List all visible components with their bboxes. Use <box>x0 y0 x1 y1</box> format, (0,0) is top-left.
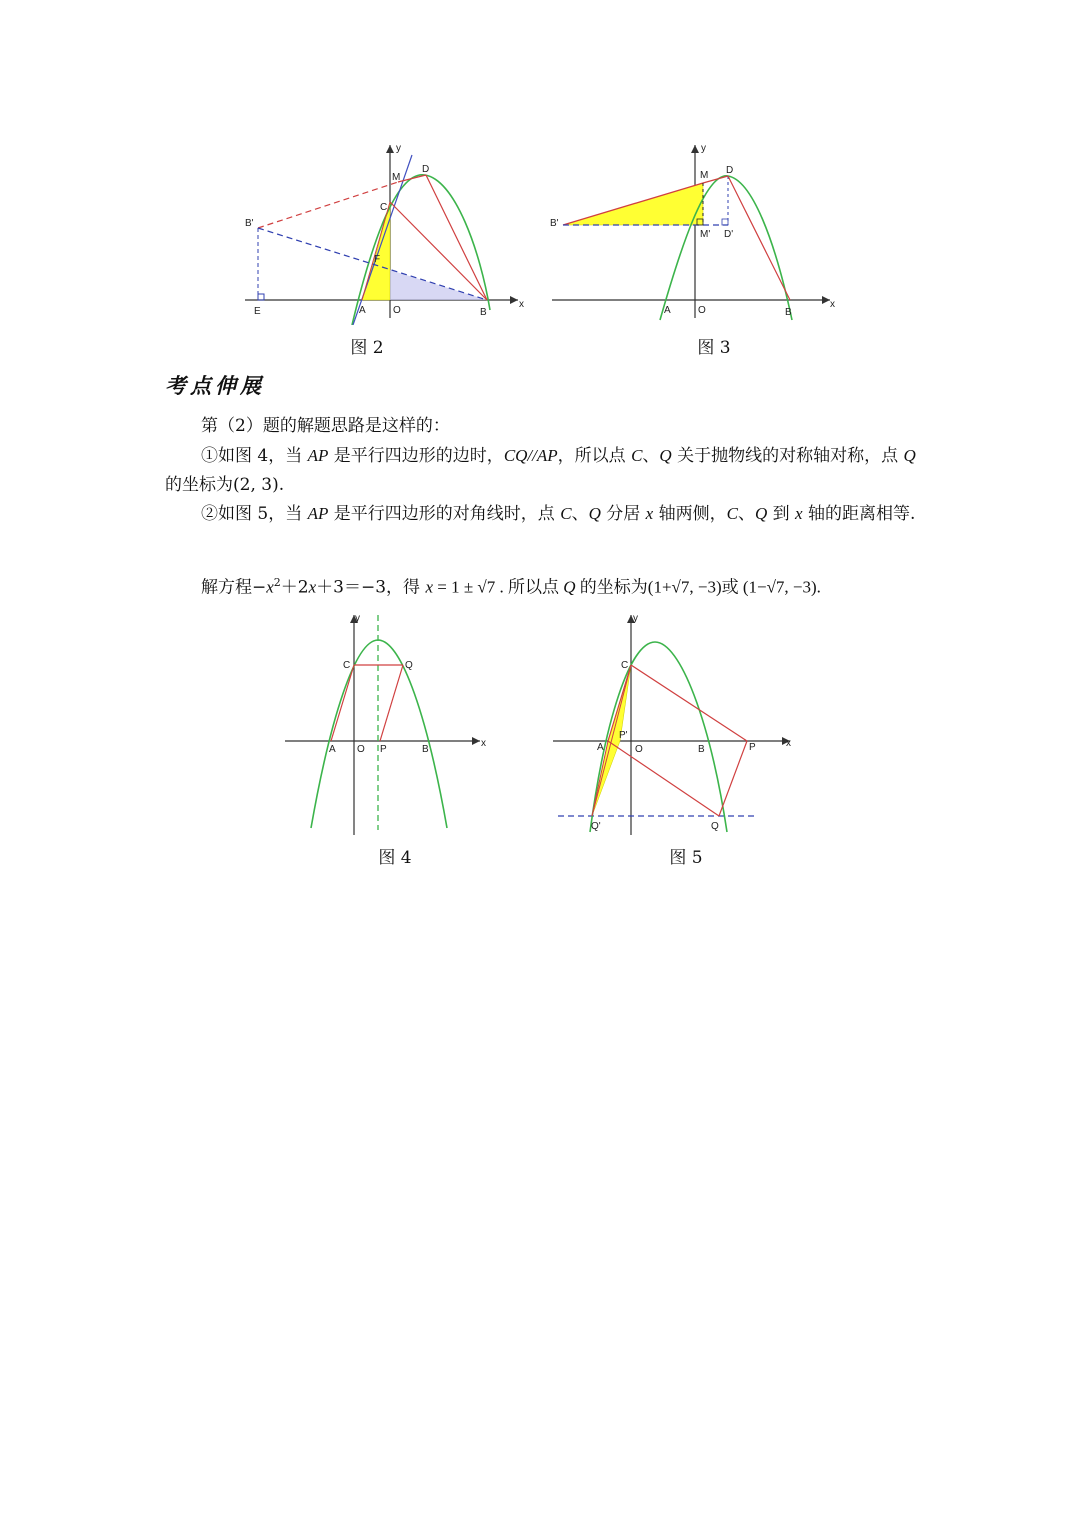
case2-x: x <box>795 504 803 523</box>
case1-Q: Q <box>659 446 672 465</box>
eq-text: = 1 ± √7 . 所以点 <box>433 577 564 597</box>
case2-C: C <box>560 504 572 523</box>
case2-text: ②如图 5，当 <box>201 504 308 524</box>
section-heading: 考点伸展 <box>165 373 265 398</box>
case1-text: 、 <box>642 446 660 466</box>
fig2-label-M: M <box>392 172 401 183</box>
eq-x: x <box>308 577 317 597</box>
eq-Q: Q <box>563 577 576 597</box>
fig3-label-B: B <box>785 307 792 318</box>
case1-C: C <box>631 446 643 465</box>
fig4-label-x: x <box>481 738 486 749</box>
fig3-label-x: x <box>830 299 835 310</box>
fig4-label-A: A <box>329 744 336 755</box>
fig3-label-y: y <box>701 143 706 154</box>
figure-5 <box>550 610 800 840</box>
case2-x: x <box>645 504 654 523</box>
case2-text: 轴的距离相等. <box>802 504 916 524</box>
case2-text: 、 <box>737 504 755 524</box>
fig3-label-Dprime: D' <box>724 229 734 240</box>
case1-text: 是平行四边形的边时， <box>328 446 504 466</box>
fig3-label-Bprime: B' <box>550 218 559 229</box>
case1-text: ①如图 4，当 <box>201 446 308 466</box>
fig4-label-C: C <box>343 660 351 671</box>
case1-text: 关于抛物线的对称轴对称，点 <box>671 446 904 466</box>
case2-Q: Q <box>588 504 601 523</box>
figure-5-caption: 图 5 <box>669 848 703 868</box>
case2-C: C <box>726 504 738 523</box>
eq-text: 解方程− <box>201 577 267 598</box>
figure-3 <box>545 140 835 325</box>
figure-2-caption: 图 2 <box>350 338 384 358</box>
figure-4 <box>280 610 490 840</box>
fig5-label-Q: Q <box>711 821 719 832</box>
equation-paragraph <box>165 568 925 603</box>
fig5-label-C: C <box>621 660 629 671</box>
figure-3-caption: 图 3 <box>697 338 731 358</box>
fig3-label-M: M <box>700 170 709 181</box>
case2-text: 到 <box>767 504 796 524</box>
fig2-label-x: x <box>519 299 524 310</box>
fig2-label-B: B <box>480 307 487 318</box>
fig2-label-F: F <box>374 254 381 265</box>
figure-4-caption: 图 4 <box>378 848 412 868</box>
fig4-label-B: B <box>422 744 429 755</box>
case2-Q: Q <box>754 504 768 523</box>
fig3-label-D: D <box>726 165 734 176</box>
fig2-label-O: O <box>393 305 401 316</box>
case2-paragraph <box>165 499 925 529</box>
case1-text: 的坐标为(2, 3). <box>165 475 285 495</box>
eq-sup: 2 <box>273 576 281 589</box>
figure-2 <box>240 140 530 325</box>
fig2-label-C: C <box>380 202 388 213</box>
fig3-label-O: O <box>698 305 706 316</box>
fig5-label-B: B <box>698 744 705 755</box>
case1-CQAP: CQ//AP <box>503 446 558 465</box>
fig5-label-x: x <box>786 738 791 749</box>
fig2-label-Bprime: B' <box>245 218 254 229</box>
fig4-label-Q: Q <box>405 660 413 671</box>
eq-x: x <box>266 577 274 597</box>
fig3-label-A: A <box>664 305 671 316</box>
fig2-label-y: y <box>396 143 401 154</box>
case2-text: 是平行四边形的对角线时，点 <box>328 504 561 524</box>
case1-Q: Q <box>903 446 916 465</box>
fig4-label-P: P <box>380 744 387 755</box>
case1-text: ，所以点 <box>557 446 632 466</box>
fig4-label-y: y <box>355 613 360 624</box>
intro-text: 第（2）题的解题思路是这样的： <box>201 416 450 436</box>
eq-text: ＋3＝−3，得 <box>316 577 426 598</box>
fig2-label-D: D <box>422 164 430 175</box>
fig3-label-Mprime: M' <box>700 229 711 240</box>
eq-x: x <box>425 577 433 597</box>
case2-text: 轴两侧， <box>653 504 727 524</box>
fig2-label-A: A <box>359 305 366 316</box>
case1-AP: AP <box>307 446 329 465</box>
eq-text: ＋2 <box>280 577 309 598</box>
fig2-label-E: E <box>254 306 261 317</box>
case2-AP: AP <box>307 504 329 523</box>
fig4-label-O: O <box>357 744 365 755</box>
fig5-label-y: y <box>633 613 638 624</box>
fig5-label-Qprime: Q' <box>591 821 601 832</box>
case1-paragraph <box>165 441 925 500</box>
case2-text: 分居 <box>600 504 646 524</box>
case2-text: 、 <box>571 504 589 524</box>
eq-text: 的坐标为(1+√7, −3)或 (1−√7, −3). <box>575 577 821 597</box>
fig5-label-O: O <box>635 744 643 755</box>
fig5-label-Pprime: P' <box>619 730 628 741</box>
intro-paragraph <box>165 412 925 441</box>
fig5-label-P: P <box>749 742 756 753</box>
fig5-label-A: A <box>597 742 604 753</box>
